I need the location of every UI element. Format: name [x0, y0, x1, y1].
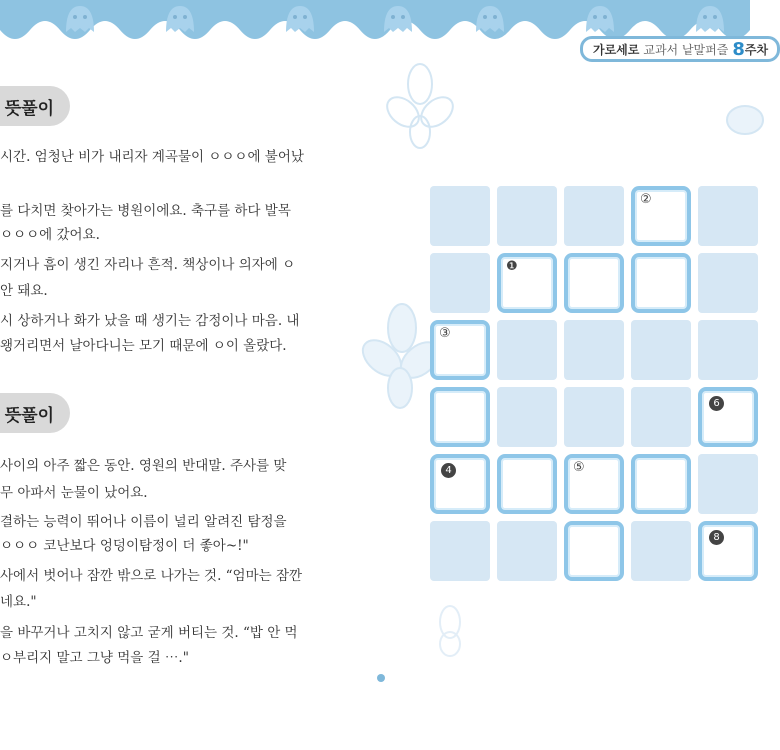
down-clue-line: 사이의 아주 짧은 동안. 영원의 반대말. 주사를 맞 [0, 458, 287, 474]
flower-decoration-icon [715, 95, 755, 145]
flower-decoration-icon [420, 600, 480, 660]
ghost-icon [470, 2, 510, 36]
page-header-tab [580, 36, 780, 62]
down-heading-bubble [0, 393, 70, 433]
down-clue-line: 무 아파서 눈물이 났어요. [0, 485, 148, 501]
clue-number-label: 8 [709, 530, 724, 545]
grid-cell-blank [497, 387, 557, 447]
grid-cell-answer[interactable] [497, 253, 557, 313]
grid-cell-blank [631, 320, 691, 380]
grid-cell-answer[interactable] [631, 253, 691, 313]
across-clue-line: 시간. 엄청난 비가 내리자 계곡물이 ㅇㅇㅇ에 불어났 [0, 149, 304, 165]
across-clue-line: ㅇㅇㅇ에 갔어요. [0, 227, 100, 243]
clue-number-label: 6 [709, 396, 724, 411]
ghost-icon [60, 2, 100, 36]
grid-cell-answer[interactable] [430, 387, 490, 447]
grid-cell-blank [497, 320, 557, 380]
grid-cell-blank [430, 253, 490, 313]
grid-cell-blank [698, 454, 758, 514]
grid-cell-answer[interactable] [631, 454, 691, 514]
across-heading-bubble [0, 86, 70, 126]
down-clue-line: 을 바꾸거나 고치지 않고 굳게 버티는 것. “밥 안 먹 [0, 625, 298, 641]
grid-cell-blank [564, 186, 624, 246]
page-indicator-dot [377, 674, 385, 682]
grid-cell-blank [564, 387, 624, 447]
clue-number-label: ② [640, 192, 652, 207]
across-heading: 뜻풀이 [4, 98, 54, 119]
grid-cell-answer[interactable] [631, 186, 691, 246]
grid-cell-blank [631, 521, 691, 581]
down-clue-line: ㅇㅇㅇ 코난보다 엉덩이탐정이 더 좋아~!" [0, 538, 249, 554]
grid-cell-blank [631, 387, 691, 447]
ghost-icon [160, 2, 200, 36]
clue-number-label: 4 [441, 463, 456, 478]
ghost-icon [280, 2, 320, 36]
down-clue-line: ㅇ부리지 말고 그냥 먹을 걸 ⋯." [0, 650, 189, 666]
flower-decoration-icon [385, 62, 455, 152]
clue-number-label: ⑤ [573, 460, 585, 475]
grid-cell-answer[interactable] [564, 253, 624, 313]
across-clue-line: 왱거리면서 날아다니는 모기 때문에 ㅇ이 올랐다. [0, 338, 287, 354]
grid-cell-answer[interactable] [497, 454, 557, 514]
across-clue-line: 를 다치면 찾아가는 병원이에요. 축구를 하다 발목 [0, 203, 291, 219]
week-number: 8 [732, 38, 745, 60]
grid-cell-blank [430, 521, 490, 581]
grid-cell-answer[interactable] [564, 521, 624, 581]
ghost-icon [690, 2, 730, 36]
down-clue-line: 네요." [0, 594, 37, 610]
grid-cell-answer[interactable] [564, 454, 624, 514]
week-unit: 주차 [744, 42, 769, 57]
grid-cell-answer[interactable] [698, 521, 758, 581]
grid-cell-blank [497, 186, 557, 246]
clue-number-label: ③ [439, 326, 451, 341]
series-label: 가로세로 [593, 42, 640, 57]
grid-cell-blank [698, 253, 758, 313]
across-clue-line: 시 상하거나 화가 났을 때 생기는 감정이나 마음. 내 [0, 313, 300, 329]
grid-cell-blank [430, 186, 490, 246]
across-clue-line: 지거나 흠이 생긴 자리나 흔적. 책상이나 의자에 ㅇ [0, 257, 296, 273]
flower-decoration-icon [362, 300, 432, 420]
grid-cell-answer[interactable] [430, 320, 490, 380]
across-clue-line: 안 돼요. [0, 283, 48, 299]
grid-cell-answer[interactable] [698, 387, 758, 447]
grid-cell-blank [698, 186, 758, 246]
down-clue-line: 결하는 능력이 뛰어나 이름이 널리 알려진 탐정을 [0, 514, 287, 530]
ghost-icon [580, 2, 620, 36]
down-heading: 뜻풀이 [4, 405, 54, 426]
down-clue-line: 사에서 벗어나 잠깐 밖으로 나가는 것. “엄마는 잠깐 [0, 568, 303, 584]
book-title: 교과서 낱말퍼즐 [643, 42, 729, 57]
ghost-icon [378, 2, 418, 36]
grid-cell-blank [564, 320, 624, 380]
grid-cell-answer[interactable] [430, 454, 490, 514]
clue-number-label: ❶ [506, 259, 518, 274]
grid-cell-blank [497, 521, 557, 581]
grid-cell-blank [698, 320, 758, 380]
